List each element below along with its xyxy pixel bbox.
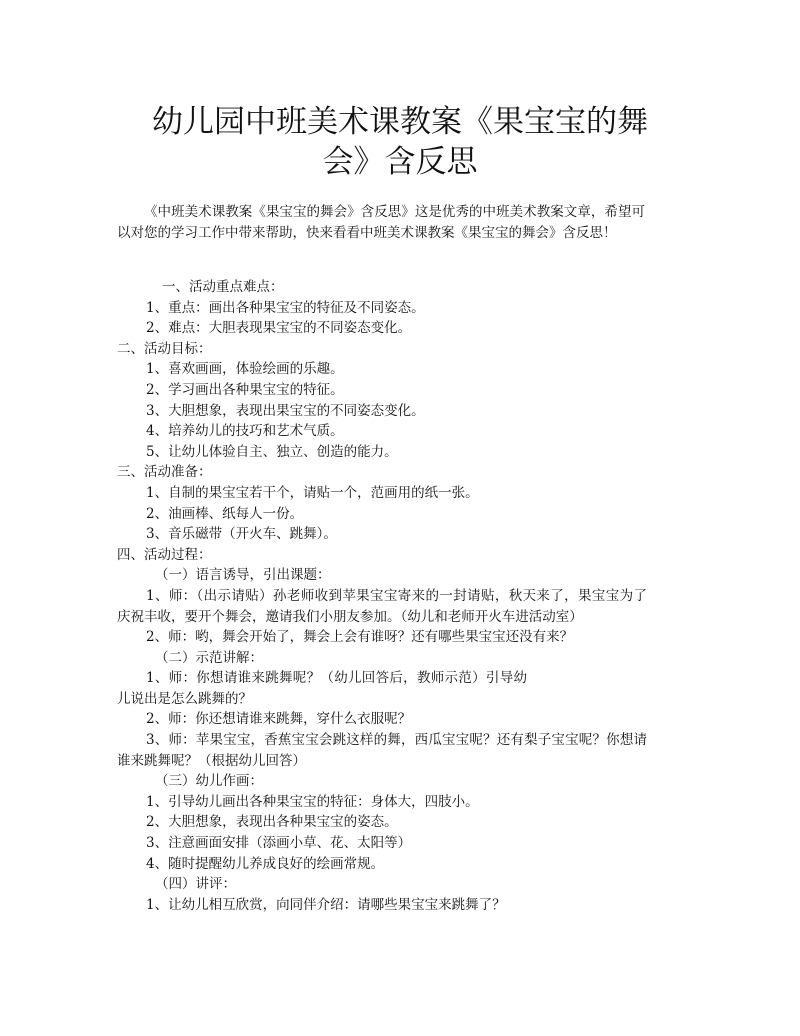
subsection-heading: （四）讲评： (155, 876, 236, 893)
list-item: 4、随时提醒幼儿养成良好的绘画常规。 (146, 855, 385, 872)
subsection-heading: （三）幼儿作画： (155, 773, 263, 790)
section-heading-process: 四、活动过程： (117, 546, 212, 563)
subsection-heading: （一）语言诱导，引出课题： (155, 567, 331, 584)
list-item: 1、喜欢画画，体验绘画的乐趣。 (146, 361, 344, 378)
list-item: 1、师：（出示请贴）孙老师收到苹果宝宝寄来的一封请贴，秋天来了，果宝宝为了庆祝丰收，要开个舞会，邀请我们小朋友参加。（幼儿和老师开火车进活动室） (117, 587, 647, 625)
intro-paragraph: 《中班美术课教案《果宝宝的舞会》含反思》这是优秀的中班美术教案文章，希望可以对您的学习工作中带来帮助，快来看看中班美术课教案《果宝宝的舞会》含反思！ (117, 204, 645, 241)
list-item: 3、大胆想象，表现出果宝宝的不同姿态变化。 (146, 402, 425, 419)
list-item: 3、师：苹果宝宝，香蕉宝宝会跳这样的舞，西瓜宝宝呢？还有梨子宝宝呢？你想请谁来跳舞呢？（根据幼儿回答） (117, 732, 647, 769)
document-title-line-1: 幼儿园中班美术课教案《果宝宝的舞 (152, 104, 648, 140)
document-title-line-2: 会》含反思 (322, 144, 478, 180)
section-heading-preparation: 三、活动准备： (117, 464, 212, 481)
list-item: 1、引导幼儿画出各种果宝宝的特征：身体大，四肢小。 (146, 793, 479, 810)
list-item: 1、重点：画出各种果宝宝的特征及不同姿态。 (146, 299, 425, 316)
list-item: 3、音乐磁带（开火车、跳舞）。 (146, 526, 337, 543)
list-item: 3、注意画面安排（添画小草、花、太阳等） (146, 835, 412, 852)
list-item: 1、让幼儿相互欣赏，向同伴介绍：请哪些果宝宝来跳舞了？ (146, 896, 506, 913)
list-item: 1、自制的果宝宝若干个，请贴一个，范画用的纸一张。 (146, 484, 479, 501)
section-heading-key-points: 一、活动重点难点： (162, 279, 284, 295)
subsection-heading: （二）示范讲解： (155, 649, 263, 666)
section-heading-objectives: 二、活动目标： (117, 340, 212, 357)
list-item: 2、难点：大胆表现果宝宝的不同姿态变化。 (146, 320, 412, 337)
list-item: 1、师：你想请谁来跳舞呢？（幼儿回答后，教师示范）引导幼儿说出是怎么跳舞的？ (117, 670, 527, 707)
document-body (117, 277, 647, 915)
list-item: 2、学习画出各种果宝宝的特征。 (146, 381, 344, 398)
list-item: 2、大胆想象，表现出各种果宝宝的姿态。 (146, 814, 398, 831)
list-item: 2、油画棒、纸每人一份。 (146, 505, 304, 522)
list-item: 2、师：你还想请谁来跳舞，穿什么衣服呢？ (146, 711, 412, 728)
list-item: 2、师：哟，舞会开始了，舞会上会有谁呀？还有哪些果宝宝还没有来？ (146, 629, 574, 646)
list-item: 4、培养幼儿的技巧和艺术气质。 (146, 423, 344, 440)
list-item: 5、让幼儿体验自主、独立、创造的能力。 (146, 443, 398, 460)
